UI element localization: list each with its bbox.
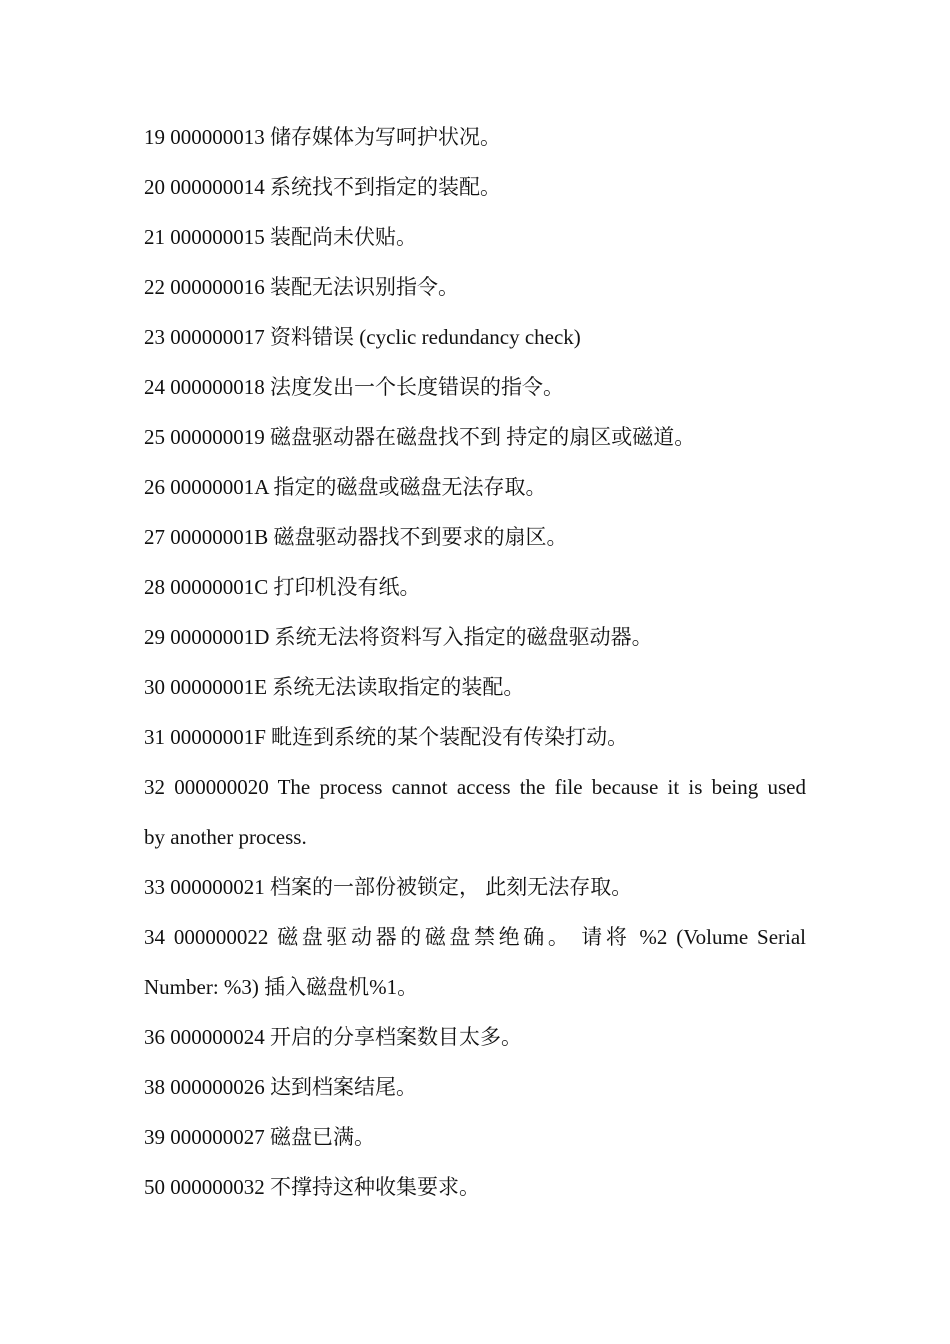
text-line: 28 00000001C 打印机没有纸。 [144, 575, 421, 599]
text-line: 26 00000001A 指定的磁盘或磁盘无法存取。 [144, 475, 547, 499]
text-line: 29 00000001D 系统无法将资料写入指定的磁盘驱动器。 [144, 625, 653, 649]
text-line: 25 000000019 磁盘驱动器在磁盘找不到 持定的扇区或磁道。 [144, 425, 696, 449]
text-line: 33 000000021 档案的一部份被锁定， 此刻无法存取。 [144, 875, 633, 899]
text-line: 20 000000014 系统找不到指定的装配。 [144, 175, 501, 199]
text-line: 39 000000027 磁盘已满。 [144, 1125, 375, 1149]
text-line: 23 000000017 资料错误 (cyclic redundancy check) [144, 325, 581, 349]
text-line: 24 000000018 法度发出一个长度错误的指令。 [144, 375, 564, 399]
text-line: 34 000000022 磁盘驱动器的磁盘禁绝确。 请将 %2 (Volume Serial [144, 925, 806, 949]
text-line: 22 000000016 装配无法识别指令。 [144, 275, 459, 299]
text-line: 38 000000026 达到档案结尾。 [144, 1075, 417, 1099]
text-line: 36 000000024 开启的分享档案数目太多。 [144, 1025, 522, 1049]
document-body [144, 112, 806, 1212]
text-line: 31 00000001F 毗连到系统的某个装配没有传染打动。 [144, 725, 629, 749]
text-line: 50 000000032 不撑持这种收集要求。 [144, 1175, 480, 1199]
text-line: 32 000000020 The process cannot access the file because it is being used [144, 775, 806, 799]
text-line: Number: %3) 插入磁盘机%1。 [144, 975, 419, 999]
text-line: 21 000000015 装配尚未伏贴。 [144, 225, 417, 249]
text-line: 30 00000001E 系统无法读取指定的装配。 [144, 675, 525, 699]
text-line: by another process. [144, 825, 307, 849]
text-line: 27 00000001B 磁盘驱动器找不到要求的扇区。 [144, 525, 568, 549]
text-line: 19 000000013 储存媒体为写呵护状况。 [144, 125, 501, 149]
